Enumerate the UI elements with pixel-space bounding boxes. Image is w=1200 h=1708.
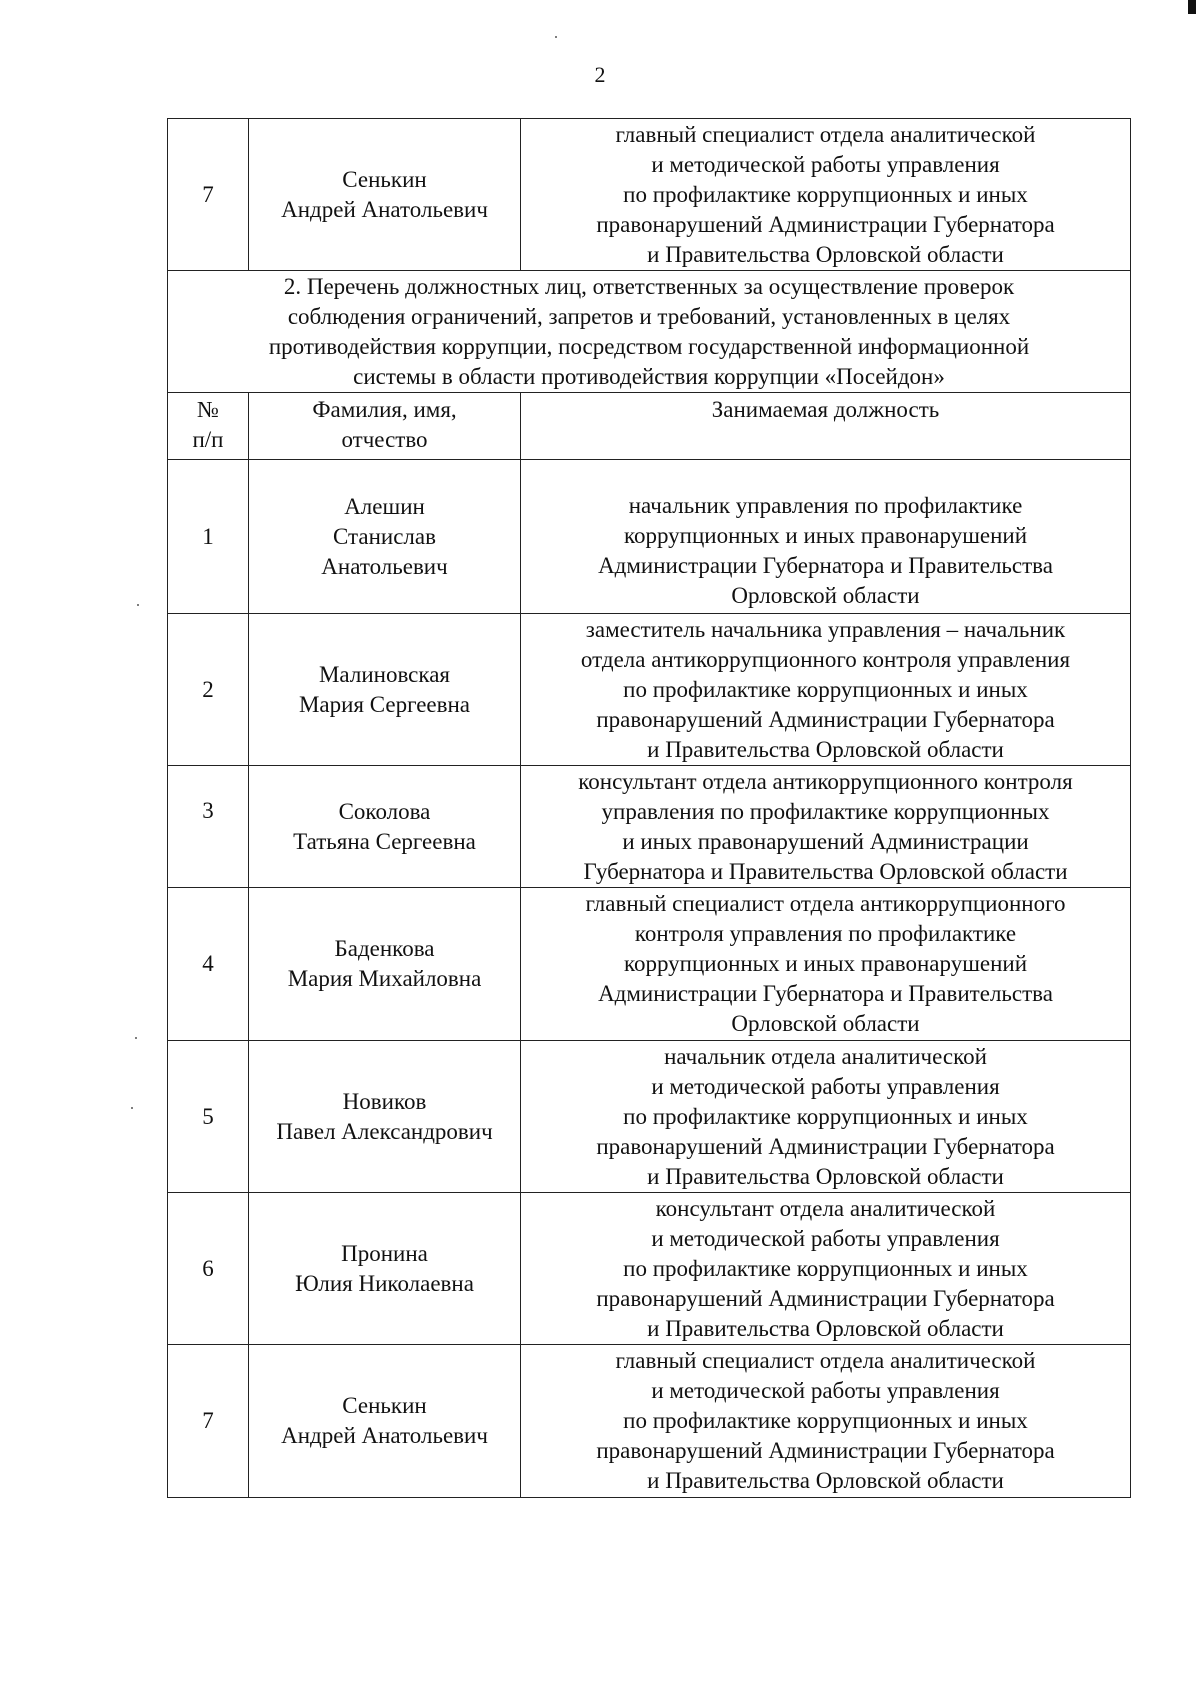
row-full-name: Малиновская Мария Сергеевна: [249, 614, 521, 766]
table-row: [168, 614, 1131, 766]
row-number: 3: [168, 766, 249, 888]
table-row: [168, 1041, 1131, 1193]
row-full-name: Сенькин Андрей Анатольевич: [249, 1345, 521, 1498]
table-row: [168, 766, 1131, 888]
section-2-title: 2. Перечень должностных лиц, ответственных за осуществление проверок соблюдения ограничений, запретов и требований, установленных в целях противодействия коррупции, посредством государственной информационной системы в области противодействия коррупции «Посейдон»: [168, 271, 1131, 393]
row-number: 7: [168, 1345, 249, 1498]
scan-speck: [131, 1107, 133, 1109]
scan-corner-mark: [1188, 0, 1196, 14]
table-row: [168, 460, 1131, 614]
scan-speck: [135, 1037, 137, 1039]
table-row: [168, 1345, 1131, 1498]
row-number: 5: [168, 1041, 249, 1193]
table-header-row: [168, 393, 1131, 460]
row-position: начальник управления по профилактике коррупционных и иных правонарушений Администрации Губернатора и Правительства Орловской области: [521, 460, 1131, 614]
header-number: № п/п: [168, 393, 249, 460]
row-full-name: Новиков Павел Александрович: [249, 1041, 521, 1193]
row-position: главный специалист отдела антикоррупционного контроля управления по профилактике коррупционных и иных правонарушений Администрации Губернатора и Правительства Орловской области: [521, 888, 1131, 1041]
row-position: заместитель начальника управления – начальник отдела антикоррупционного контроля управления по профилактике коррупционных и иных правонарушений Администрации Губернатора и Правительства Орловской области: [521, 614, 1131, 766]
row-position: главный специалист отдела аналитической и методической работы управления по профилактике коррупционных и иных правонарушений Администрации Губернатора и Правительства Орловской области: [521, 1345, 1131, 1498]
page-number: 2: [594, 62, 606, 87]
table-row: [168, 888, 1131, 1041]
row-position: консультант отдела антикоррупционного контроля управления по профилактике коррупционных и иных правонарушений Администрации Губернатора и Правительства Орловской области: [521, 766, 1131, 888]
responsible-persons-table: [167, 118, 1131, 1498]
row-position: начальник отдела аналитической и методической работы управления по профилактике коррупционных и иных правонарушений Администрации Губернатора и Правительства Орловской области: [521, 1041, 1131, 1193]
row-full-name: Баденкова Мария Михайловна: [249, 888, 521, 1041]
row-position: главный специалист отдела аналитической и методической работы управления по профилактике коррупционных и иных правонарушений Администрации Губернатора и Правительства Орловской области: [521, 119, 1131, 271]
row-number: 6: [168, 1193, 249, 1345]
row-number: 7: [168, 119, 249, 271]
row-full-name: Соколова Татьяна Сергеевна: [249, 766, 521, 888]
row-full-name: Алешин Станислав Анатольевич: [249, 460, 521, 614]
table-row: [168, 1193, 1131, 1345]
scan-speck: [555, 36, 557, 38]
row-full-name: Сенькин Андрей Анатольевич: [249, 119, 521, 271]
row-number: 2: [168, 614, 249, 766]
row-full-name: Пронина Юлия Николаевна: [249, 1193, 521, 1345]
header-full-name: Фамилия, имя, отчество: [249, 393, 521, 460]
row-number: 1: [168, 460, 249, 614]
row-position: консультант отдела аналитической и методической работы управления по профилактике коррупционных и иных правонарушений Администрации Губернатора и Правительства Орловской области: [521, 1193, 1131, 1345]
scan-speck: [137, 604, 139, 606]
section-title-row: [168, 271, 1131, 393]
header-position: Занимаемая должность: [521, 393, 1131, 460]
row-number: 4: [168, 888, 249, 1041]
table-row-continued: [168, 119, 1131, 271]
